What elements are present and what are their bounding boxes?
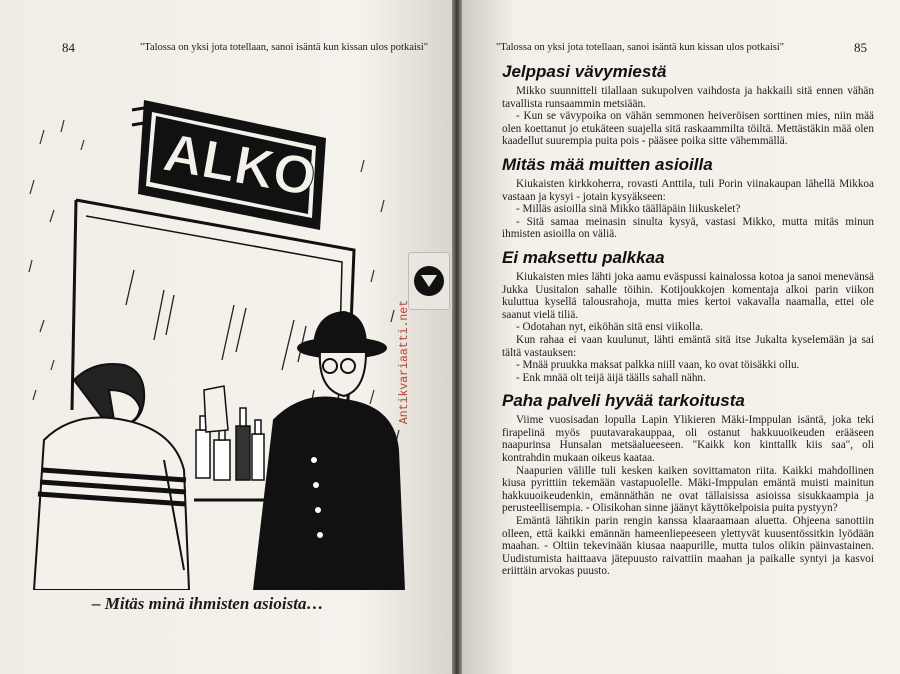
right-page [462, 0, 900, 674]
paragraph: - Kun se vävypoika on vähän semmonen heiveröisen sorttinen mies, niin mää olen koettanut jo etukäteen suajella sitä raskaammilta töiltä. Mettästäkin mää olen kaadellut suurempia puita pois - pääsee poika sitte vähemmällä. [502, 110, 874, 148]
page-number: 85 [854, 40, 867, 55]
paragraph: - Enk mnää olt teijä äijä täälls sahall nähn. [516, 371, 706, 384]
section [502, 391, 874, 578]
section [502, 248, 874, 384]
section-title: Mitäs mää muitten asioilla [502, 154, 713, 174]
running-head: "Talossa on yksi jota totellaan, sanoi isäntä kun kissan ulos potkaisi" [140, 42, 429, 53]
section-title: Ei maksettu palkkaa [502, 247, 665, 267]
page-number: 84 [62, 40, 75, 55]
section [502, 62, 874, 148]
paragraph: Naapurien välille tuli kesken kaiken sovittamaton riita. Kaikki mahdollinen kiusa pyrittiin tekemään vastapuolelle. Mäki-Imppulan emäntä muisti mainitun hakkuuoikeudenkin, emännäthän ne ovat tällaisissa asioissa sisukkaampia ja perusteellisempia. - Olisikohan sinne jäänyt käyttökelpoisia puita pystyyn? [502, 464, 874, 515]
cartoon-illustration [14, 90, 444, 590]
section-title: Jelppasi vävymiestä [502, 62, 667, 81]
paragraph: Kun rahaa ei vaan kuulunut, lähti emäntä sitä itse Jukalta kyselemään ja sai tältä vastauksen: [502, 333, 874, 359]
paragraph: Kiukaisten kirkkoherra, rovasti Anttila, tuli Porin viinakaupan lähellä Mikkoa vastaan ja kysyi - jotain kysyäkseen: [502, 177, 874, 203]
paragraph: - Mnää pruukka maksat palkka niill vaan, ko ovat töisäkki ollu. [516, 359, 800, 372]
alko-sign [132, 100, 326, 230]
running-head: "Talossa on yksi jota totellaan, sanoi isäntä kun kissan ulos potkaisi" [496, 42, 785, 53]
book-gutter [452, 0, 462, 674]
paragraph: - Odotahan nyt, eiköhän sitä ensi viikolla. [516, 321, 704, 334]
man-striped-shirt [34, 364, 189, 590]
article-content [502, 58, 874, 585]
paragraph: - Sitä samaa meinasin sinulta kysyä, vastasi Mikko, mutta mitäs minun ihmisten asioilla on väliä. [502, 215, 874, 241]
bottles [196, 386, 264, 480]
section [502, 155, 874, 241]
stamp [396, 262, 416, 462]
priest [254, 312, 404, 590]
sign-text: ALKO [159, 122, 321, 208]
stamp-text: Antikvariaatti.net [398, 299, 411, 425]
paragraph: Mikko suunnitteli tilallaan sukupolven vaihdosta ja hakkaili sitä ennen vähän tavallista runsaammin metsiään. [502, 85, 874, 110]
illustration-caption: – Mitäs minä ihmisten asioista… [92, 594, 324, 613]
paragraph: - Milläs asioilla sinä Mikko täälläpäin liikuskelet? [516, 203, 741, 216]
paragraph: Viime vuosisadan lopulla Lapin Ylikieren Mäki-Imppulan isäntä, joka teki firapelinä myös puutavarakauppaa, oli ostanut hakkuuoikeuden erääseen naapurinsa Hunsalan metsäalueeseen. "Kaikk kon kinttallk kiis saa", oli kontrahdin mukaan oikeus kaataa. [502, 414, 874, 465]
paragraph: Emäntä lähtikin parin rengin kanssa klaaraamaan aluetta. Ohjeena sanottiin olleen, että kaikki emännän hameenliepeeseen ylettyvät kuusentössitkin lyödään maahan. - Oltiin tekevinään kiusaa naapurille, mutta tulos olikin päinvastainen. Uudistumista haittaava jätepuusto raivattiin maahan ja paikalle syntyi ja kasvoi eriittäin arvokas puusto. [502, 515, 874, 578]
paragraph: Kiukaisten mies lähti joka aamu eväspussi kainalossa kotoa ja sanoi menevänsä Jukka Uusitalon sahalle töihin. Kotijoukkojen komentaja alkoi parin viikon kuluttua kysellä talousrahoja, mutta mies kertoi vakavalla naamalla, ettei ole saanut vielä tiliä. [502, 270, 874, 321]
section-title: Paha palveli hyvää tarkoitusta [502, 391, 745, 411]
